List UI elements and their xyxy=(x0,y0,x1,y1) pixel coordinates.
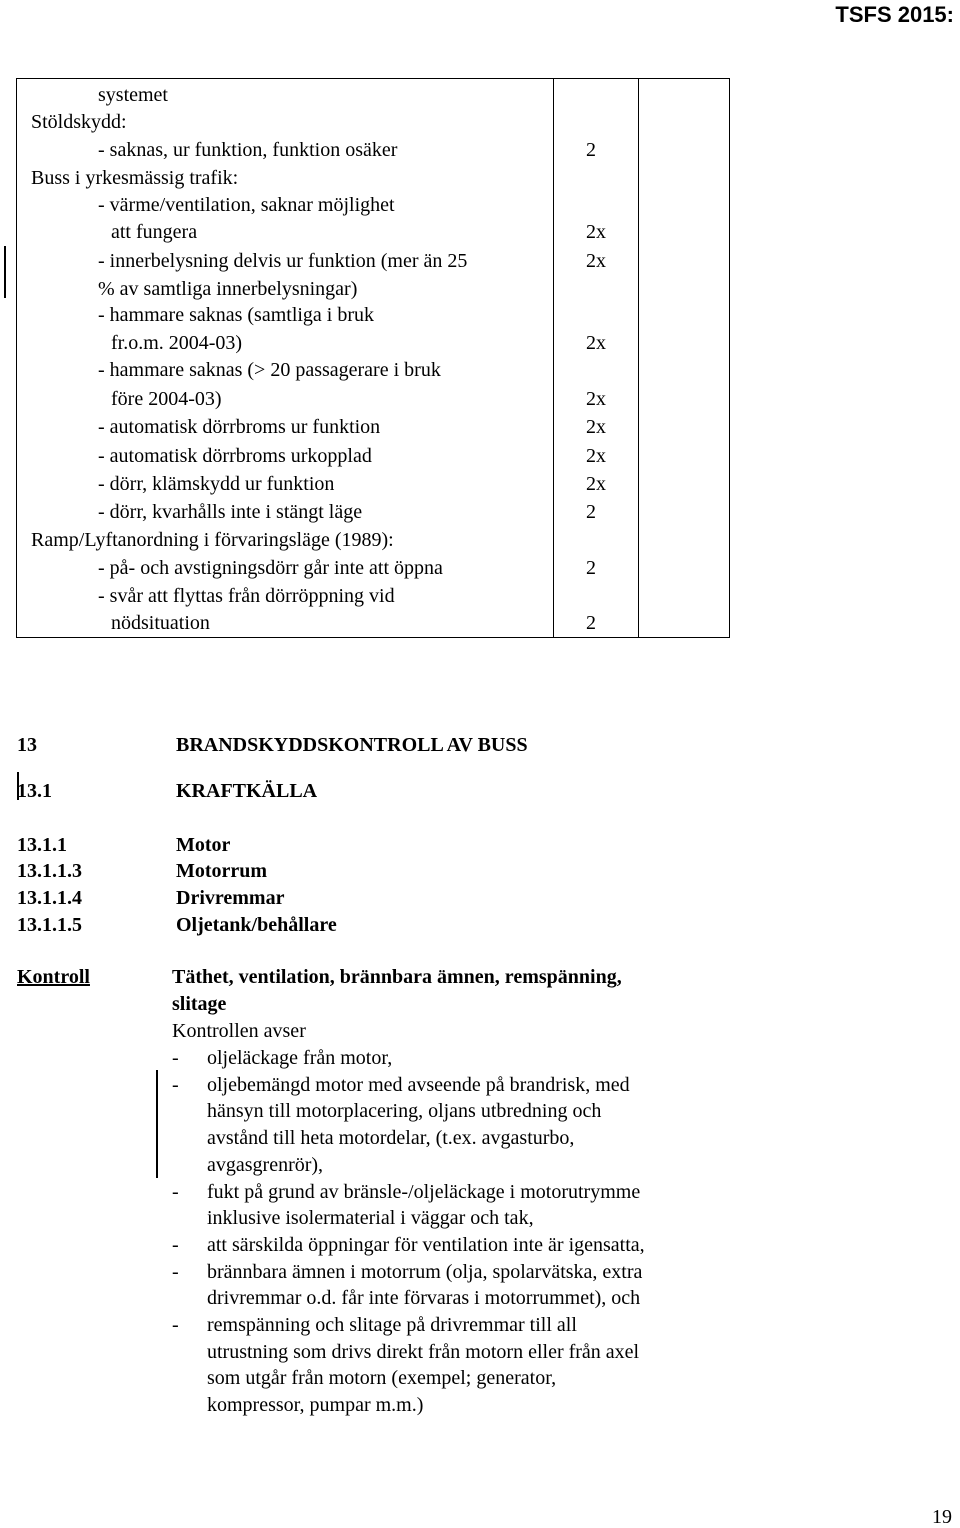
list-item-text: avgasgrenrör), xyxy=(207,1153,324,1176)
table-row-text: - svår att flyttas från dörröppning vid xyxy=(98,585,395,607)
section-number: 13.1.1.5 xyxy=(17,914,82,936)
table-row-text: att fungera xyxy=(111,221,198,243)
table-row-value: 2x xyxy=(586,250,606,272)
page-number: 19 xyxy=(932,1506,952,1528)
table-row-text: - dörr, kvarhålls inte i stängt läge xyxy=(98,501,363,523)
list-item-text: hänsyn till motorplacering, oljans utbredning och xyxy=(207,1100,602,1123)
kontroll-intro: Kontrollen avser xyxy=(172,1020,306,1042)
table-row-text: nödsituation xyxy=(111,612,210,634)
table-row-text: - saknas, ur funktion, funktion osäker xyxy=(98,139,398,161)
table-row-text: Stöldskydd: xyxy=(31,111,127,133)
table-row-value: 2x xyxy=(586,388,606,410)
list-item-text: utrustning som drivs direkt från motorn eller från axel xyxy=(207,1340,640,1363)
table-row-value: 2x xyxy=(586,332,606,354)
section-title: Drivremmar xyxy=(176,887,285,909)
change-bar xyxy=(4,246,6,298)
list-item-text: oljebemängd motor med avseende på brandrisk, med xyxy=(207,1073,630,1096)
kontroll-heading: Täthet, ventilation, brännbara ämnen, remspänning, xyxy=(172,966,622,988)
table-row-text: - hammare saknas (samtliga i bruk xyxy=(98,304,375,326)
kontroll-label: Kontroll xyxy=(17,966,90,988)
table-row-text: - automatisk dörrbroms ur funktion xyxy=(98,416,381,438)
table-row-text: fr.o.m. 2004-03) xyxy=(111,332,243,354)
section-number: 13.1.1.3 xyxy=(17,860,82,882)
section-title: Oljetank/behållare xyxy=(176,914,337,936)
list-item-dash: - xyxy=(172,1047,179,1069)
list-item-text: remspänning och slitage på drivremmar till all xyxy=(207,1314,577,1336)
list-item-text: som utgår från motorn (exempel; generator, xyxy=(207,1367,557,1390)
section-number: 13.1.1.4 xyxy=(17,887,82,909)
table-row-value: 2x xyxy=(586,473,606,495)
table-row-text: - innerbelysning delvis ur funktion (mer än 25 xyxy=(98,250,468,272)
list-item-dash: - xyxy=(172,1180,179,1203)
table-row-text: systemet xyxy=(98,84,168,106)
document-header: TSFS 2015: xyxy=(835,2,954,27)
table-row-value: 2 xyxy=(586,139,596,161)
list-item-text: drivremmar o.d. får inte förvaras i motorrummet), och xyxy=(207,1287,641,1310)
list-item-dash: - xyxy=(172,1314,179,1336)
table-row-text: Buss i yrkesmässig trafik: xyxy=(31,167,239,189)
section-number: 13 xyxy=(17,734,37,756)
list-item-text: inklusive isolermaterial i väggar och tak, xyxy=(207,1207,534,1230)
table-row-text: Ramp/Lyftanordning i förvaringsläge (1989): xyxy=(31,529,394,551)
list-item-dash: - xyxy=(172,1260,179,1283)
list-item-text: avstånd till heta motordelar, (t.ex. avgasturbo, xyxy=(207,1127,575,1150)
table-row-text: % av samtliga innerbelysningar) xyxy=(98,278,358,300)
list-item-text: fukt på grund av bränsle-/oljeläckage i motorutrymme xyxy=(207,1180,641,1203)
list-item-text: oljeläckage från motor, xyxy=(207,1047,393,1069)
section-title: KRAFTKÄLLA xyxy=(176,780,318,802)
change-bar xyxy=(156,1070,158,1178)
table-row-text: före 2004-03) xyxy=(111,388,222,410)
table-row-value: 2x xyxy=(586,445,606,467)
table-row-text: - hammare saknas (> 20 passagerare i bruk xyxy=(98,359,441,381)
list-item-dash: - xyxy=(172,1073,179,1096)
section-title: BRANDSKYDDSKONTROLL AV BUSS xyxy=(176,734,528,756)
list-item-dash: - xyxy=(172,1233,179,1256)
list-item-text: brännbara ämnen i motorrum (olja, spolarvätska, extra xyxy=(207,1260,643,1283)
section-title: Motor xyxy=(176,834,231,856)
list-item-text: kompressor, pumpar m.m.) xyxy=(207,1394,424,1417)
table-row-text: - dörr, klämskydd ur funktion xyxy=(98,473,335,495)
table-row-value: 2x xyxy=(586,416,606,438)
section-title: Motorrum xyxy=(176,860,268,882)
table-row-value: 2 xyxy=(586,501,596,523)
table-row-text: - på- och avstigningsdörr går inte att öppna xyxy=(98,557,443,579)
list-item-text: att särskilda öppningar för ventilation inte är igensatta, xyxy=(207,1233,645,1256)
table-row-text: - värme/ventilation, saknar möjlighet xyxy=(98,194,395,216)
table-row-value: 2x xyxy=(586,221,606,243)
section-number: 13.1 xyxy=(17,780,52,802)
table-row-value: 2 xyxy=(586,557,596,579)
table-row-text: - automatisk dörrbroms urkopplad xyxy=(98,445,372,467)
section-number: 13.1.1 xyxy=(17,834,67,856)
table-row-value: 2 xyxy=(586,612,596,634)
kontroll-heading: slitage xyxy=(172,993,227,1015)
